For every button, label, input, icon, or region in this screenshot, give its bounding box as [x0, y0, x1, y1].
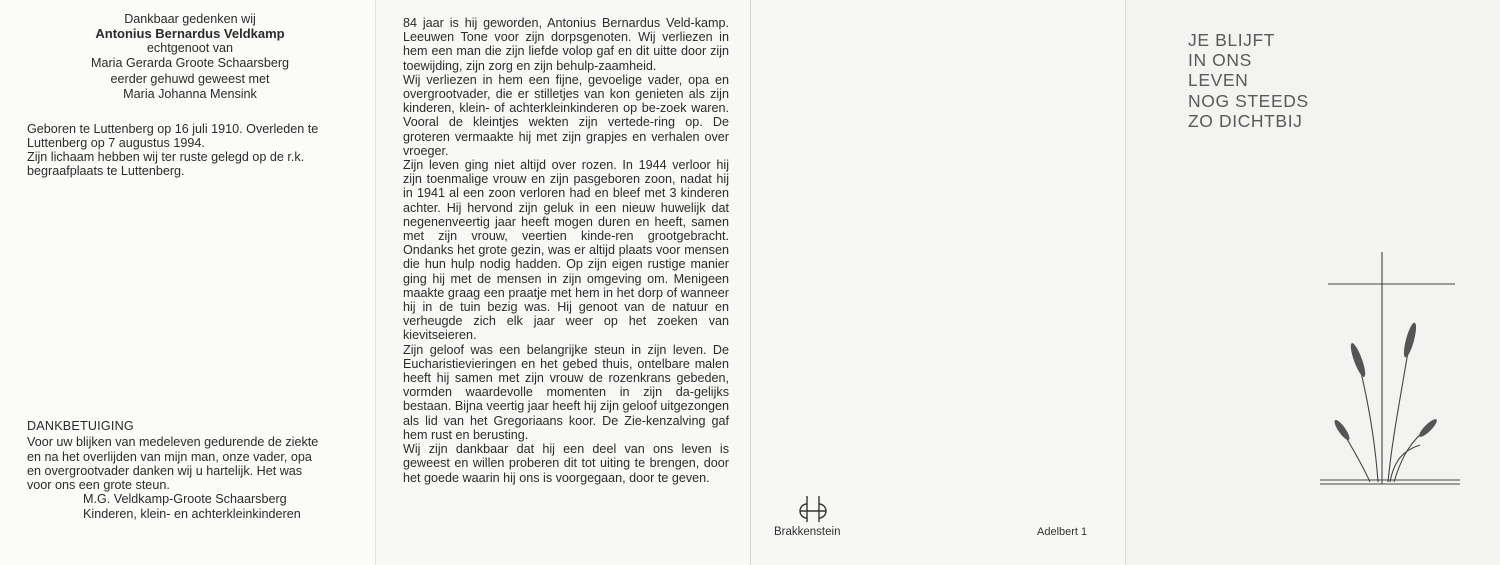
birth-line: Luttenberg op 7 augustus 1994. — [27, 136, 205, 150]
card-panel-back — [750, 0, 1125, 565]
thanks-line: en na het overlijden van mijn man, onze vader, opa — [27, 449, 312, 464]
thanks-block — [27, 419, 357, 521]
birth-line: begraafplaats te Luttenberg. — [27, 164, 185, 178]
birth-line: Zijn lichaam hebben wij ter ruste gelegd op de r.k. — [27, 150, 305, 164]
birth-death-block — [27, 122, 357, 178]
card-code: Adelbert 1 — [1037, 526, 1088, 538]
card-panel-left — [0, 0, 375, 565]
intro-line: eerder gehuwd geweest met — [110, 72, 270, 86]
biography-paragraph: Wij verliezen in hem een fijne, gevoelige vader, opa en overgrootvader, die er stilletjes van kon genieten als zijn kinderen, klein- of achterkleinkinderen op be-zoek waren. Vooral de kleintjes wekten zijn vertede-ring op. De groteren vermaakte hij met zijn grapjes en verhalen over vroeger. — [403, 72, 729, 158]
publisher-logo-icon — [796, 495, 830, 523]
biography-paragraph: Wij zijn dankbaar dat hij een deel van ons leven is geweest en willen proberen dit tot uiting te brengen, door het goede waarin hij ons is voorgegaan, door te geven. — [403, 442, 729, 485]
poem-line: ZO DICHTBIJ — [1188, 110, 1303, 131]
poem-line: JE BLIJFT — [1188, 30, 1276, 50]
intro-line: echtgenoot van — [146, 41, 234, 55]
thanks-line: en overgrootvader danken wij u hartelijk. Het was — [27, 463, 303, 478]
poem-line: NOG STEEDS — [1188, 90, 1309, 111]
publisher-name: Brakkenstein — [774, 526, 841, 538]
intro-line: Dankbaar gedenken wij — [124, 12, 256, 26]
thanks-signature: Kinderen, klein- en achterkleinkinderen — [83, 506, 301, 521]
biography-paragraph: Zijn geloof was een belangrijke steun in zijn leven. De Eucharistievieringen en het gebed thuis, ontelbare malen heeft hij samen met zijn vrouw de rozenkrans gebeden, vormden waardevolle momenten in zijn da-gelijks bestaan. Bijna veertig jaar heeft hij zijn geloof uitgezongen als lid van het Gregoriaans koor. De Zie-kenzalving gaf hem rust en berusting. — [403, 342, 729, 442]
birth-line: Geboren te Luttenberg op 16 juli 1910. Overleden te — [27, 122, 319, 136]
poem — [1188, 30, 1309, 131]
biography-text — [403, 16, 729, 485]
poem-line: IN ONS — [1188, 50, 1252, 71]
biography-paragraph: 84 jaar is hij geworden, Antonius Bernardus Veld-kamp. Leeuwen Tone voor zijn dorpsgenoten. Wij verliezen in hem een man die zijn liefde volop gaf en dit uitte door zijn toewijding, zijn zorg en zijn behulp-zaamheid. — [403, 16, 729, 73]
thanks-line: Voor uw blijken van medeleven gedurende de ziekte — [27, 435, 319, 450]
cross-and-wheat-icon — [1320, 250, 1460, 490]
thanks-line: voor ons een grote steun. — [27, 478, 170, 493]
spouse-name: Maria Gerarda Groote Schaarsberg — [90, 55, 290, 70]
former-spouse-name: Maria Johanna Mensink — [123, 86, 257, 101]
thanks-signature: M.G. Veldkamp-Groote Schaarsberg — [83, 492, 287, 507]
poem-line: LEVEN — [1188, 70, 1249, 91]
intro-block — [30, 12, 350, 101]
biography-paragraph: Zijn leven ging niet altijd over rozen. In 1944 verloor hij zijn toenmalige vrouw en zijn pasgeboren zoon, nadat hij in 1941 al een zoon verloren had en bleef met 3 kinderen achter. Hij hervond zijn geluk in een nieuw huwelijk dat negenenveertig jaar heeft mogen duren en heeft, samen met zijn vrouw, veertien kinde-ren grootgebracht. Ondanks het grote gezin, was er altijd plaats voor mensen die hun hulp nodig hadden. Op zijn eigen rustige manier ging hij met de mensen in zijn omgeving om. Menigeen maakte graag een praatje met hem in het dorp of wanneer hij in de tuin bezig was. Hij genoot van de natuur en verheugde zich elk jaar weer op het zoeken van kievitseieren. — [403, 158, 729, 343]
thanks-title: DANKBETUIGING — [27, 419, 134, 433]
deceased-name: Antonius Bernardus Veldkamp — [95, 25, 285, 41]
